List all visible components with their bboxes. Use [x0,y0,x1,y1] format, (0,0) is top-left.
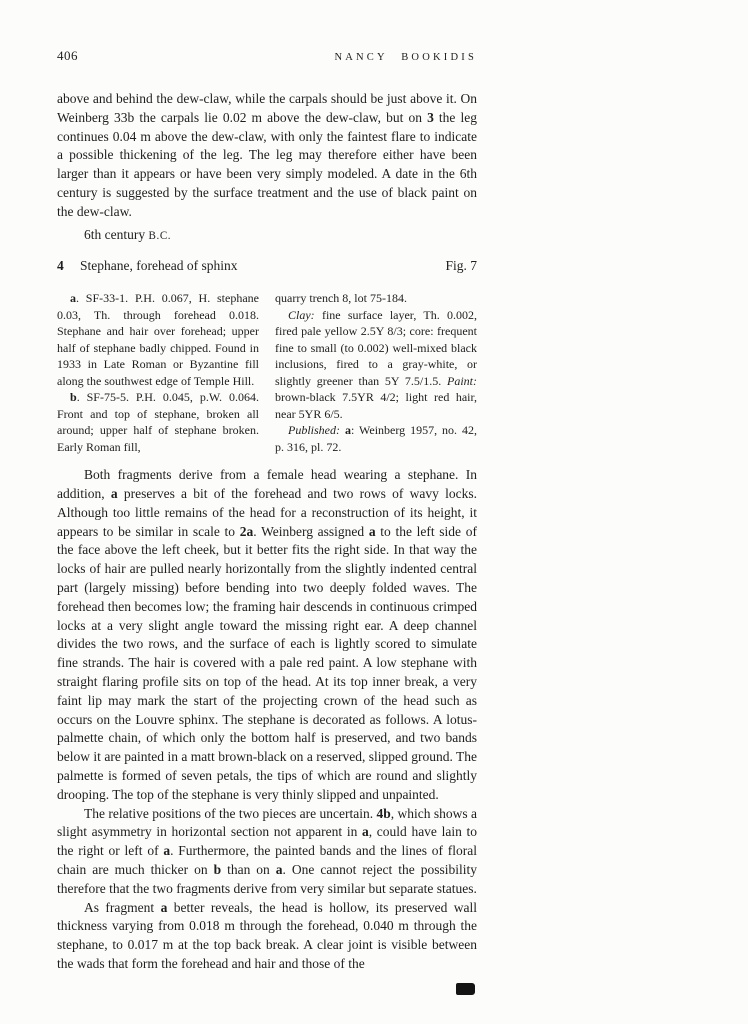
catalog-number: 4 [57,258,64,274]
paragraph: As fragment a better reveals, the head is hollow, its preserved wall thickness varying from 0.018 m through the forehead, 0.040 m through the stephane, to 0.017 m at the top back break. A clear joint is visible between the wads that form the forehead and hair and those of the [57,899,477,971]
page-number: 406 [57,48,78,63]
catalog-fragment-b-continued: quarry trench 8, lot 75-184. [275,291,407,306]
catalog-entry-heading [57,257,477,276]
discussion-section [57,466,477,974]
catalog-published: Published: a: Weinberg 1957, no. 42, p. 316, pl. 72. [275,423,478,454]
text-block [57,48,477,974]
paragraph: Both fragments derive from a female head wearing a stephane. In addition, a preserves a bit of the forehead and two rows of wavy locks. Although too little remains of the head for a reconstruction of its height, it appears to be similar in scale to 2a. Weinberg assigned a to the left side of the face above the left cheek, but it better fits the right side. In that way the locks of hair are pulled nearly horizontally from the slightly indented central part (largely missing) before bending into two deeply folded waves. The forehead then becomes low; the framing hair descends in continuous crimped locks at a very slight angle toward the missing right ear. A deep channel divides the two rows, and the surface of each is lightly scored to simulate fine strands. The hair is covered with a pale red paint. A low stephane with straight flaring profile sits on top of the head. At its top inner break, a very faint lip may mark the start of the projecting crown of the head such as occurs on the Louvre sphinx. The stephane is decorated as follows. A lotus-palmette chain, of which only the bottom half is preserved, and two bands below it are painted in a matt brown-black on a reserved, slipped ground. The palmette is formed of seven petals, the tips of which are round and slightly drooping. The top of the stephane is very thinly slipped and unpainted. [57,467,477,802]
catalog-columns [57,290,477,455]
catalog-clay-paint: Clay: fine surface layer, Th. 0.002, fired pale yellow 2.5Y 8/3; core: frequent fine to small (to 0.002) well-mixed black inclusions, fired to a gray-white, or slightly greener than 5Y 7.5/1.5. Paint: brown-black 7.5YR 4/2; light red hair, near 5YR 6/5. [275,307,477,421]
scan-artifact-mark [456,983,475,995]
running-head-author: NANCY BOOKIDIS [334,52,477,63]
catalog-title: Stephane, forehead of sphinx [80,258,238,274]
date-line: 6th century B.C. [84,226,172,242]
catalog-left-column [57,290,259,455]
catalog-right-column [275,290,477,455]
figure-reference: Fig. 7 [445,258,477,274]
catalog-fragment-a: a. SF-33-1. P.H. 0.067, H. stephane 0.03, Th. through forehead 0.018. Stephane and hair over forehead; upper half of stephane badly chipped. Found in 1933 in Late Roman or Byzantine fill along the southwest edge of Temple Hill. [57,291,259,388]
paragraph: The relative positions of the two pieces are uncertain. 4b, which shows a slight asymmetry in horizontal section not apparent in a, could have lain to the right or left of a. Furthermore, the painted bands and the lines of floral chain are much thicker on b than on a. One cannot reject the possibility therefore that the two fragments derive from very similar but separate statues. [57,805,477,896]
page-header [57,48,477,64]
intro-paragraph: above and behind the dew-claw, while the carpals should be just above it. On Weinberg 33b the carpals lie 0.02 m above the dew-claw, but on 3 the leg continues 0.04 m above the dew-claw, with only the faintest flare to indicate a possible thickening of the leg. The leg may therefore either have been larger than it appears or have been very simply modeled. A date in the 6th century is suggested by the surface treatment and the use of black paint on the dew-claw. [57,91,477,219]
catalog-fragment-b: b. SF-75-5. P.H. 0.045, p.W. 0.064. Front and top of stephane, broken all around; upper half of stephane broken. Early Roman fill, [57,390,259,454]
